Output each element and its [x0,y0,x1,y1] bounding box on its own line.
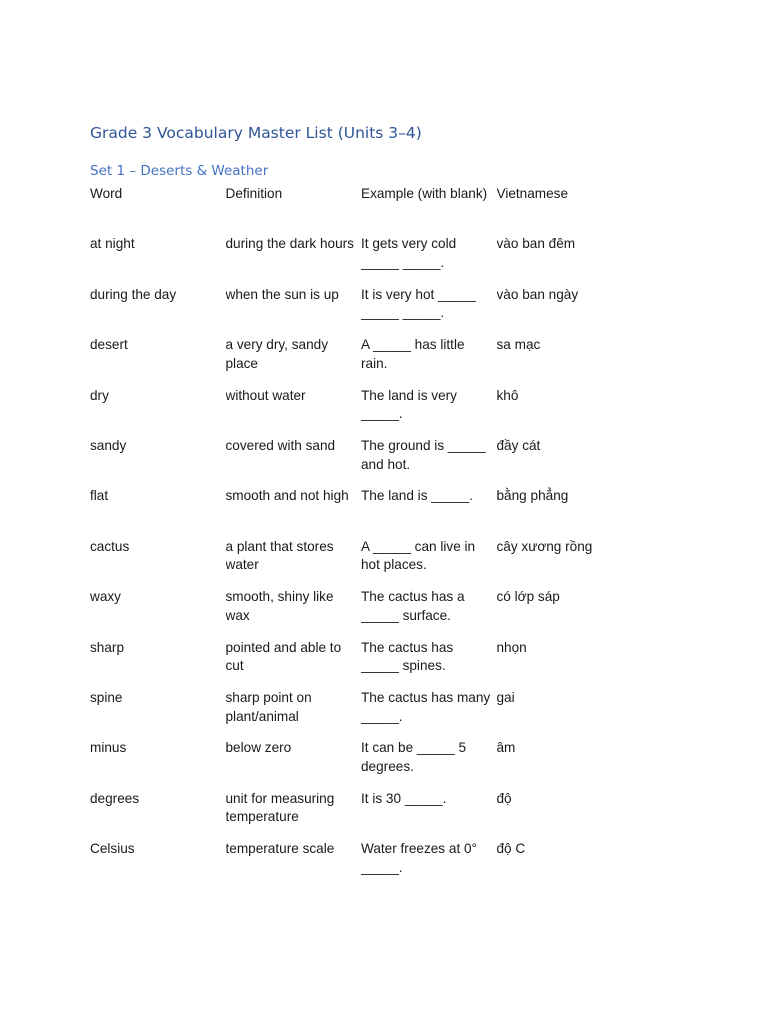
word-cell-text: desert [90,337,128,353]
example-cell-text: It can be _____ 5 degrees. [361,740,467,774]
vietnamese-cell [497,839,631,889]
vietnamese-cell [497,587,631,637]
definition-cell [226,587,362,637]
column-header-example: Example (with blank) [361,186,488,201]
word-cell [90,537,226,587]
vietnamese-cell-text: nhọn [496,639,527,655]
vietnamese-cell [497,335,631,385]
example-cell-text: Water freezes at 0° _____. [361,841,477,875]
table-row [90,839,630,889]
definition-cell-text: sharp point on plant/animal [225,689,312,724]
definition-cell-text: below zero [225,740,292,756]
word-cell-text: minus [90,740,127,756]
table-row [90,386,630,436]
vietnamese-cell-text: độ C [496,841,526,857]
table-header-row [90,184,630,234]
example-cell [361,335,497,385]
example-cell-text: It is 30 _____. [361,790,447,806]
vietnamese-cell-text: khô [496,387,519,403]
column-header-word: Word [90,186,123,201]
word-cell-text: at night [90,236,135,252]
table-row [90,638,630,688]
example-cell [361,537,497,587]
example-cell-text: It gets very cold _____ _____. [361,236,457,270]
table-row [90,587,630,637]
word-cell [90,738,226,788]
word-cell-text: spine [90,689,123,705]
example-cell-text: The cactus has _____ spines. [361,639,454,674]
example-cell [361,638,497,688]
definition-cell [226,537,362,587]
vietnamese-cell-text: đầy cát [496,437,541,453]
example-cell-text: The land is _____. [361,488,473,504]
definition-cell-text: smooth, shiny like wax [225,589,334,623]
definition-cell [226,638,362,688]
word-cell-text: waxy [90,589,121,605]
vietnamese-cell-text: âm [496,740,516,756]
example-cell-text: A _____ has little rain. [361,337,465,371]
example-cell-text: A _____ can live in hot places. [361,538,476,573]
vietnamese-cell [497,688,631,738]
word-cell [90,486,226,536]
word-cell [90,688,226,738]
word-cell [90,285,226,335]
vietnamese-cell-text: bằng phẳng [496,488,569,504]
example-cell-text: The cactus has a _____ surface. [361,589,465,623]
vietnamese-cell [497,234,631,284]
vietnamese-cell [497,285,631,335]
column-header-vietnamese: Vietnamese [496,186,569,201]
definition-cell-text: during the dark hours [225,236,354,252]
vietnamese-cell-text: vào ban đêm [496,236,576,252]
example-cell [361,839,497,889]
vietnamese-cell-text: vào ban ngày [496,286,579,302]
vietnamese-cell-text: có lớp sáp [496,589,560,605]
table-row [90,789,630,839]
example-cell [361,486,497,536]
example-cell [361,587,497,637]
example-cell-text: The land is very _____. [361,387,457,422]
vietnamese-cell [497,486,631,536]
definition-cell-text: without water [225,387,306,403]
example-cell-text: The ground is _____ and hot. [361,437,486,472]
word-cell [90,386,226,436]
table-row [90,537,630,587]
vietnamese-cell [497,386,631,436]
vietnamese-cell-text: gai [496,689,515,705]
definition-cell-text: a plant that stores water [225,538,334,573]
definition-cell-text: unit for measuring temperature [225,790,335,825]
definition-cell [226,285,362,335]
vietnamese-cell-text: độ [496,790,512,806]
set-heading: Set 1 – Deserts & Weather [90,163,269,179]
definition-cell [226,738,362,788]
example-cell [361,285,497,335]
word-cell-text: dry [90,387,109,403]
table-row [90,738,630,788]
definition-cell [226,234,362,284]
example-cell [361,386,497,436]
word-cell-text: flat [90,488,109,504]
example-cell-text: The cactus has many _____. [361,689,491,724]
definition-cell [226,688,362,738]
word-cell [90,436,226,486]
vietnamese-cell-text: cây xương rồng [496,538,593,554]
table-row [90,486,630,536]
word-cell-text: sharp [90,639,125,655]
vocabulary-table [90,184,630,889]
table-row [90,688,630,738]
definition-cell [226,335,362,385]
vietnamese-cell [497,789,631,839]
column-header-definition: Definition [225,186,283,201]
vietnamese-cell-text: sa mạc [496,337,541,353]
word-cell-text: during the day [90,286,177,302]
example-cell [361,688,497,738]
definition-cell [226,436,362,486]
vietnamese-cell [497,638,631,688]
example-cell-text: It is very hot _____ _____ _____. [361,286,476,321]
example-cell [361,234,497,284]
vietnamese-cell [497,738,631,788]
definition-cell-text: a very dry, sandy place [225,337,328,371]
table-row [90,436,630,486]
table-row [90,335,630,385]
word-cell [90,638,226,688]
word-cell-text: Celsius [90,841,135,857]
definition-cell-text: pointed and able to cut [225,639,342,674]
definition-cell [226,839,362,889]
word-cell [90,587,226,637]
example-cell [361,789,497,839]
table-body [90,234,630,889]
example-cell [361,738,497,788]
definition-cell-text: temperature scale [225,841,335,857]
word-cell-text: degrees [90,790,140,806]
vietnamese-cell [497,537,631,587]
definition-cell-text: smooth and not high [225,488,349,504]
table-row [90,234,630,284]
table-row [90,285,630,335]
definition-cell-text: covered with sand [225,437,336,453]
vietnamese-cell [497,436,631,486]
definition-cell-text: when the sun is up [225,286,339,302]
definition-cell [226,789,362,839]
word-cell [90,234,226,284]
word-cell-text: sandy [90,437,127,453]
example-cell [361,436,497,486]
definition-cell [226,386,362,436]
word-cell [90,839,226,889]
definition-cell [226,486,362,536]
word-cell [90,335,226,385]
word-cell-text: cactus [90,538,130,554]
word-cell [90,789,226,839]
document-title: Grade 3 Vocabulary Master List (Units 3–4) [90,124,422,142]
